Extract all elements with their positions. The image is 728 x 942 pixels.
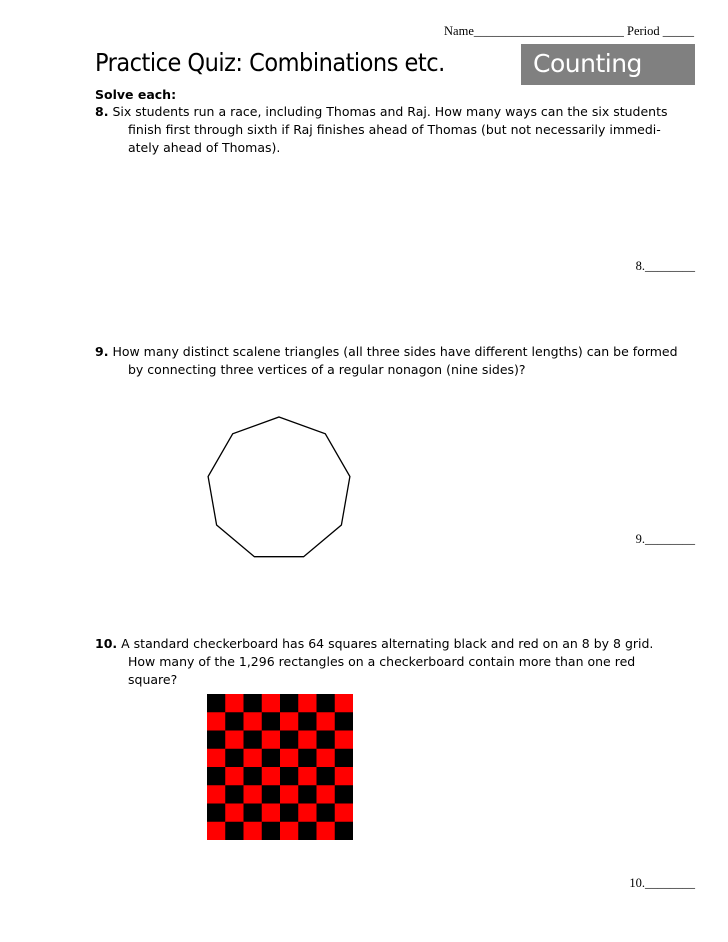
checkerboard-square — [280, 767, 299, 786]
problem-number: 10. — [95, 636, 118, 651]
checkerboard-square — [262, 767, 281, 786]
answer-blank-9[interactable]: 9.________ — [635, 532, 695, 546]
checkerboard-square — [225, 749, 244, 768]
problem-text-line: by connecting three vertices of a regular nonagon (nine sides)? — [128, 362, 526, 377]
problem-text-line: ately ahead of Thomas). — [128, 140, 281, 155]
instructions-heading: Solve each: — [95, 87, 177, 102]
checkerboard-square — [207, 749, 226, 768]
checkerboard-square — [335, 804, 353, 823]
checkerboard-square — [244, 731, 263, 750]
checkerboard-square — [280, 804, 299, 823]
checkerboard-square — [298, 731, 317, 750]
checkerboard-square — [225, 822, 244, 840]
checkerboard-square — [244, 749, 263, 768]
checkerboard-square — [225, 804, 244, 823]
checkerboard-square — [262, 785, 281, 804]
checkerboard-square — [262, 804, 281, 823]
checkerboard-square — [280, 731, 299, 750]
checkerboard-square — [280, 749, 299, 768]
checkerboard-square — [335, 749, 353, 768]
problem-text-line: How many distinct scalene triangles (all three sides have different lengths) can be formed — [112, 344, 678, 359]
checkerboard-square — [298, 785, 317, 804]
checkerboard-square — [317, 767, 336, 786]
checkerboard-square — [244, 694, 263, 713]
checkerboard-square — [244, 785, 263, 804]
checkerboard-square — [207, 822, 226, 840]
checkerboard-square — [225, 731, 244, 750]
checkerboard-square — [280, 785, 299, 804]
problem-10 — [95, 635, 695, 689]
checkerboard-square — [244, 822, 263, 840]
checkerboard-square — [335, 712, 353, 731]
checkerboard-square — [262, 822, 281, 840]
checkerboard-square — [317, 749, 336, 768]
checkerboard-square — [317, 712, 336, 731]
checkerboard-square — [262, 749, 281, 768]
checkerboard-square — [244, 804, 263, 823]
checkerboard-square — [298, 822, 317, 840]
checkerboard-square — [207, 694, 226, 713]
checkerboard-square — [317, 694, 336, 713]
checkerboard-square — [317, 822, 336, 840]
checkerboard-square — [207, 785, 226, 804]
nonagon-shape — [208, 417, 350, 557]
checkerboard-square — [298, 804, 317, 823]
checkerboard-square — [280, 822, 299, 840]
checkerboard-square — [335, 731, 353, 750]
checkerboard-square — [317, 785, 336, 804]
problem-number: 9. — [95, 344, 109, 359]
problem-8 — [95, 103, 695, 157]
checkerboard-square — [262, 694, 281, 713]
checkerboard-square — [280, 694, 299, 713]
checkerboard-square — [262, 712, 281, 731]
checkerboard-square — [298, 694, 317, 713]
problem-text-line: finish first through sixth if Raj finishes ahead of Thomas (but not necessarily immedi- — [128, 122, 661, 137]
checkerboard-square — [225, 767, 244, 786]
problem-text-line: square? — [128, 672, 178, 687]
name-period-line: Name________________________ Period _____ — [444, 24, 694, 38]
checkerboard-square — [207, 804, 226, 823]
problem-9 — [95, 343, 695, 379]
answer-blank-8[interactable]: 8.________ — [635, 259, 695, 273]
answer-blank-10[interactable]: 10.________ — [629, 876, 695, 890]
checkerboard-square — [244, 712, 263, 731]
checkerboard-figure — [207, 694, 353, 840]
checkerboard-square — [298, 749, 317, 768]
checkerboard-square — [317, 731, 336, 750]
topic-tag: Counting — [521, 44, 695, 85]
checkerboard-square — [335, 767, 353, 786]
problem-number: 8. — [95, 104, 109, 119]
checkerboard-square — [207, 731, 226, 750]
checkerboard-square — [244, 767, 263, 786]
checkerboard-square — [207, 712, 226, 731]
checkerboard-square — [298, 767, 317, 786]
checkerboard-square — [317, 804, 336, 823]
checkerboard-square — [335, 822, 353, 840]
nonagon-figure — [200, 410, 360, 565]
checkerboard-square — [207, 767, 226, 786]
problem-text-line: Six students run a race, including Thomas and Raj. How many ways can the six students — [112, 104, 668, 119]
checkerboard-square — [262, 731, 281, 750]
problem-text-line: How many of the 1,296 rectangles on a checkerboard contain more than one red — [128, 654, 636, 669]
checkerboard-square — [225, 785, 244, 804]
problem-text-line: A standard checkerboard has 64 squares alternating black and red on an 8 by 8 grid. — [121, 636, 654, 651]
page-title: Practice Quiz: Combinations etc. — [95, 48, 445, 77]
checkerboard-square — [335, 785, 353, 804]
checkerboard-square — [335, 694, 353, 713]
checkerboard-square — [225, 694, 244, 713]
checkerboard-square — [298, 712, 317, 731]
checkerboard-square — [225, 712, 244, 731]
checkerboard-square — [280, 712, 299, 731]
